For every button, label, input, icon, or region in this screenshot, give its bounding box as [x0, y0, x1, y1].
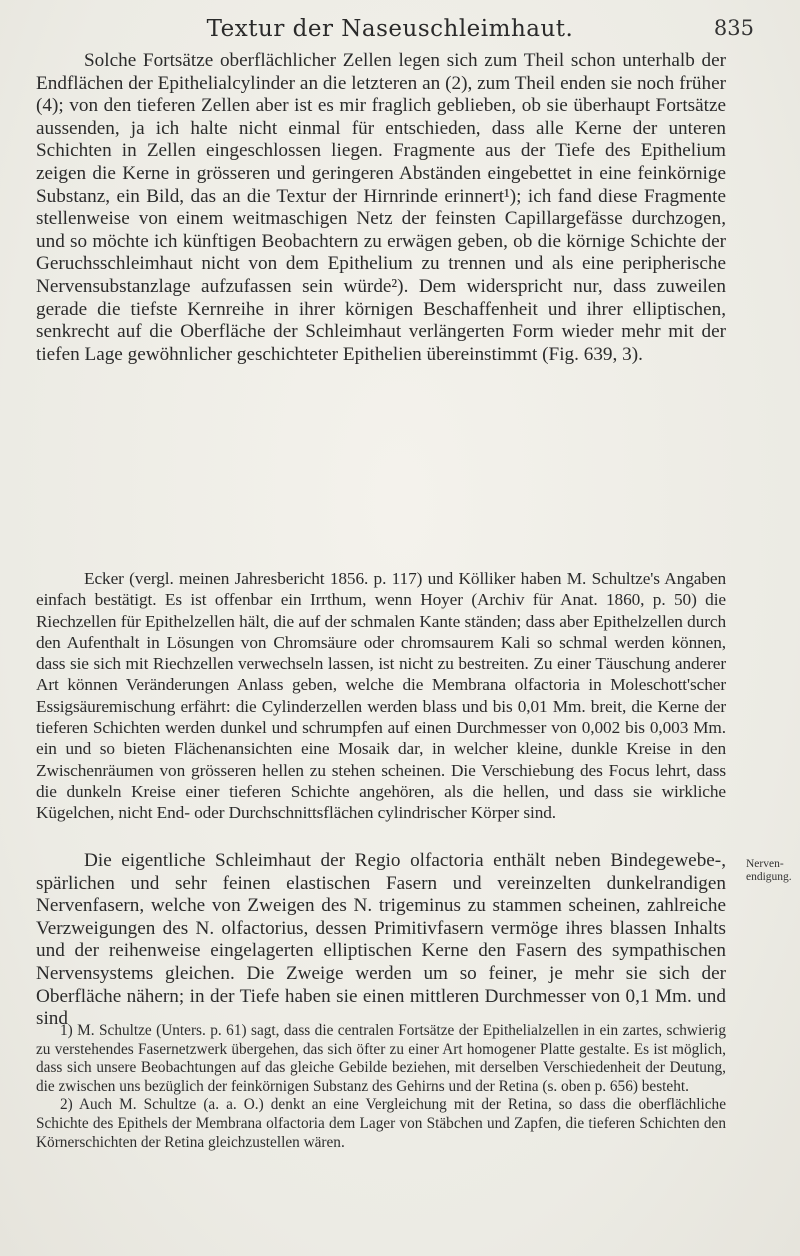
marginal-note-line: Nerven- [746, 858, 784, 870]
paragraph-epithelium [36, 50, 726, 366]
paragraph-text: Die eigentliche Schleimhaut der Regio olfactoria enthält neben Bindegewebe-, spärlichen und sehr feinen elastischen Fasern und vereinzelten dunkelrandigen Nervenfasern, welche von Zweigen des N. trigeminus zu stammen scheinen, zahlreiche Verzweigungen des N. olfactorius, dessen Primitivfasern vermöge ihres blassen Inhalts und der reihenweise eingelagerten elliptischen Kerne den Fasern des sympathischen Nervensystems gleichen. Die Zweige werden um so feiner, je mehr sie sich der Oberfläche nähern; in der Tiefe haben sie einen mittleren Durchmesser von 0,1 Mm. und sind [36, 850, 726, 1030]
paragraph-small-print [36, 568, 726, 824]
footnote: 2) Auch M. Schultze (a. a. O.) denkt an eine Vergleichung mit der Retina, so dass die oberflächliche Schichte des Epithels der Membrana olfactoria dem Lager von Stäbchen und Zapfen, die tieferen Schichten den Körnerschichten der Retina gleichzustellen wären. [36, 1096, 726, 1151]
footnotes [36, 1022, 726, 1152]
marginal-note [746, 858, 800, 884]
page-number: 835 [713, 16, 754, 40]
paragraph-text: Solche Fortsätze oberflächlicher Zellen legen sich zum Theil schon unterhalb der Endflächen der Epithelialcylinder an die letzteren an (2), zum Theil enden sie noch früher (4); von den tieferen Zellen aber ist es mir fraglich geblieben, ob sie überhaupt Fortsätze aussenden, ja ich halte nicht einmal für entschieden, dass alle Kerne der unteren Schichten in Zellen eingeschlossen liegen. Fragmente aus der Tiefe des Epithelium zeigen die Kerne in grösseren und geringeren Abständen eingebettet in eine feinkörnige Substanz, ein Bild, das an die Textur der Hirnrinde erinnert¹); ich fand diese Fragmente stellenweise von einem weitmaschigen Netz der feinsten Capillargefässe durchzogen, und so möchte ich künftigen Beobachtern zu erwägen geben, ob die körnige Schichte der Geruchsschleimhaut nicht von dem Epithelium zu trennen und als eine peripherische Nervensubstanzlage aufzufassen sein würde²). Dem widerspricht nur, dass zuweilen gerade die tiefste Kernreihe in ihrer körnigen Beschaffenheit und ihrer elliptischen, senkrecht auf die Oberfläche der Schleimhaut verlängerten Form wieder mehr mit der tiefen Lage gewöhnlicher geschichteter Epithelien übereinstimmt (Fig. 639, 3). [36, 50, 726, 365]
paragraph-text: Ecker (vergl. meinen Jahresbericht 1856. p. 117) und Kölliker haben M. Schultze's Angaben einfach bestätigt. Es ist offenbar ein Irrthum, wenn Hoyer (Archiv für Anat. 1860, p. 50) die Riechzellen für Epithelzellen hält, die auf der schmalen Kante ständen; dass aber Epithelzellen durch den Aufenthalt in Lösungen von Chromsäure oder chromsaurem Kali so schmal werden können, dass sie sich mit Riechzellen verwechseln lassen, ist nicht zu bestreiten. Zu einer Täuschung anderer Art können Veränderungen Anlass geben, welche die Membrana olfactoria in Moleschott'scher Essigsäuremischung erfährt: die Cylinderzellen werden blass und bis 0,01 Mm. breit, die Kerne der tieferen Schichten werden dunkel und schrumpfen auf einen Durchmesser von 0,002 bis 0,003 Mm. ein und so bieten Flächenansichten eine Mosaik dar, in welcher kleine, dunkle Kreise in den Zwischenräumen von grösseren hellen zu stehen scheinen. Die Verschiebung des Focus lehrt, dass die dunkeln Kreise einer tieferen Schichte angehören, als die hellen, und dass sie wirkliche Kügelchen, nicht End- oder Durchschnittsflächen cylindrischer Körper sind. [36, 569, 726, 823]
running-header: Textur der Naseuschleimhaut. [206, 16, 574, 42]
marginal-note-line: endigung. [746, 871, 792, 883]
paragraph-mucosa [36, 850, 726, 1031]
footnote: 1) M. Schultze (Unters. p. 61) sagt, dass die centralen Fortsätze der Epithelialzellen in ein zartes, schwierig zu verstehendes Fasernetzwerk übergehen, das sich öfter zu einer Art homogener Platte gestalte. Es ist möglich, dass sich unsere Beobachtungen auf das gleiche Gebilde beziehen, mit derselben Verschiedenheit der Deutung, die zwischen uns bezüglich der feinkörnigen Substanz des Gehirns und der Retina (s. oben p. 656) besteht. [36, 1022, 726, 1095]
